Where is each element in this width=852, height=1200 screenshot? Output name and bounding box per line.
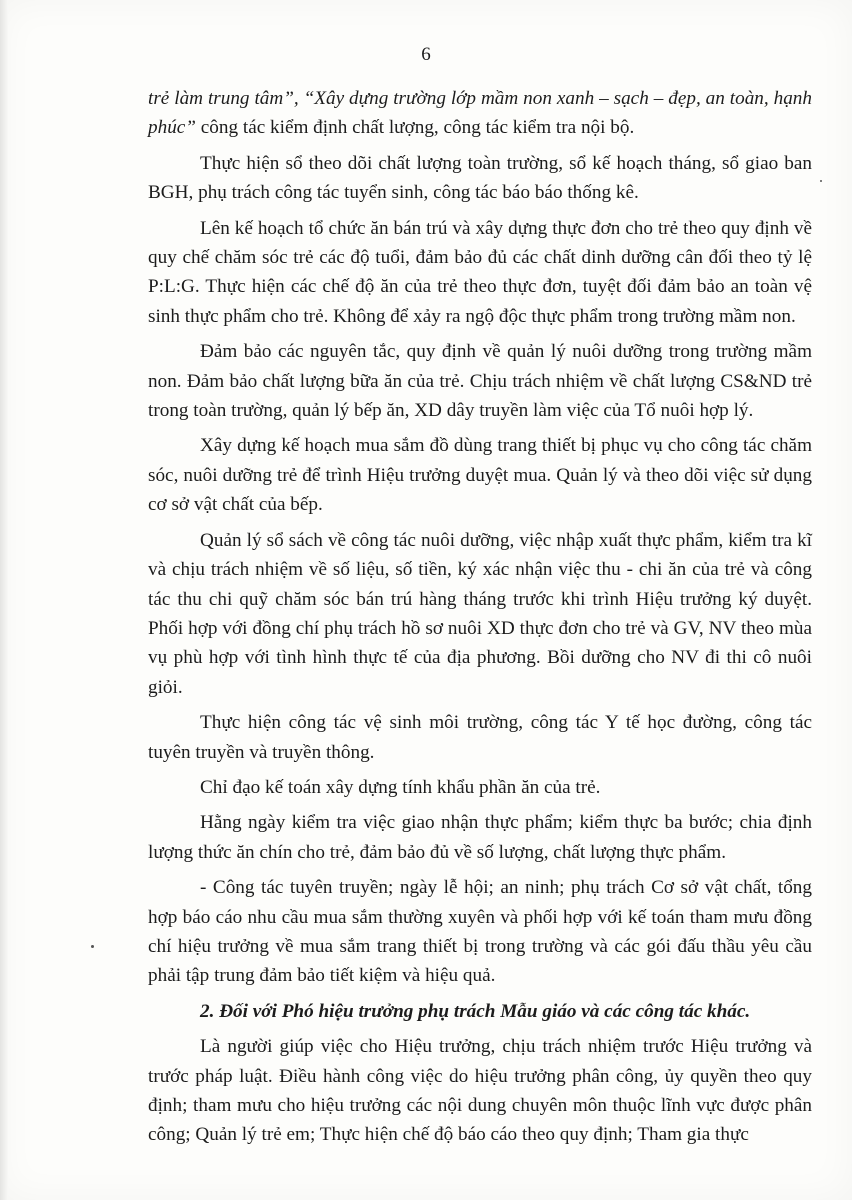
scan-edge [0, 0, 8, 1200]
paragraph: Xây dựng kế hoạch mua sắm đồ dùng trang thiết bị phục vụ cho công tác chăm sóc, nuôi dưỡng trẻ để trình Hiệu trưởng duyệt mua. Quản lý và theo dõi việc sử dụng cơ sở vật chất của bếp. [148, 435, 812, 516]
paragraph: - Công tác tuyên truyền; ngày lễ hội; an ninh; phụ trách Cơ sở vật chất, tổng hợp báo cáo nhu cầu mua sắm thường xuyên và phối hợp với kế toán tham mưu đồng chí hiệu trưởng về mua sắm trang thiết bị trong trường và các gói đấu thầu yêu cầu phải tập trung đảm bảo tiết kiệm và hiệu quả. [148, 877, 812, 987]
paragraph: Quản lý sổ sách về công tác nuôi dưỡng, việc nhập xuất thực phẩm, kiểm tra kĩ và chịu trách nhiệm về số liệu, số tiền, ký xác nhận việc thu - chi ăn của trẻ và công tác thu chi quỹ chăm sóc bán trú hàng tháng trước khi trình Hiệu trưởng ký duyệt. Phối hợp với đồng chí phụ trách hồ sơ nuôi XD thực đơn cho trẻ và GV, NV theo mùa vụ phù hợp với tình hình thực tế của địa phương. Bồi dưỡng cho NV đi thi cô nuôi giỏi. [148, 529, 812, 698]
paragraph-text: công tác kiểm định chất lượng, công tác kiểm tra nội bộ. [195, 117, 635, 139]
paragraph: Thực hiện sổ theo dõi chất lượng toàn trường, sổ kế hoạch tháng, sổ giao ban BGH, phụ trách công tác tuyển sinh, công tác báo báo thống kê. [148, 152, 812, 204]
paragraph: Thực hiện công tác vệ sinh môi trường, công tác Y tế học đường, công tác tuyên truyền và truyền thông. [148, 712, 812, 763]
section-heading: 2. Đối với Phó hiệu trưởng phụ trách Mẫu giáo và các công tác khác. [200, 1000, 751, 1022]
italic-quote: trẻ làm trung tâm”, “Xây dựng trường lớp mầm non xanh – sạch – đẹp, an toàn, hạnh phúc” [148, 88, 812, 139]
paragraph [148, 84, 812, 143]
paragraph: Đảm bảo các nguyên tắc, quy định về quản lý nuôi dưỡng trong trường mầm non. Đảm bảo chất lượng bữa ăn của trẻ. Chịu trách nhiệm về chất lượng CS&ND trẻ trong toàn trường, quản lý bếp ăn, XD dây truyền làm việc của Tổ nuôi hợp lý. [148, 341, 812, 422]
paragraph: Lên kế hoạch tổ chức ăn bán trú và xây dựng thực đơn cho trẻ theo quy định về quy chế chăm sóc trẻ các độ tuổi, đảm bảo đủ các chất dinh dưỡng cân đối theo tỷ lệ P:L:G. Thực hiện các chế độ ăn của trẻ theo thực đơn, tuyệt đối đảm bảo an toàn vệ sinh thực phẩm cho trẻ. Không để xảy ra ngộ độc thực phẩm trong trường mầm non. [148, 217, 812, 327]
page-number: 6 [421, 44, 431, 65]
scan-speck [91, 945, 94, 948]
scan-speck [820, 180, 822, 182]
paragraph: Là người giúp việc cho Hiệu trưởng, chịu trách nhiệm trước Hiệu trưởng và trước pháp luật. Điều hành công việc do hiệu trưởng phân công, ủy quyền theo quy định; tham mưu cho hiệu trưởng các nội dung chuyên môn thuộc lĩnh vực được phân công; Quản lý trẻ em; Thực hiện chế độ báo cáo theo quy định; Tham gia thực [148, 1036, 812, 1146]
paragraph: Chỉ đạo kế toán xây dựng tính khẩu phần ăn của trẻ. [200, 776, 601, 798]
paragraph: Hằng ngày kiểm tra việc giao nhận thực phẩm; kiểm thực ba bước; chia định lượng thức ăn chín cho trẻ, đảm bảo đủ về số lượng, chất lượng thực phẩm. [148, 812, 812, 863]
document-body [148, 84, 812, 1156]
